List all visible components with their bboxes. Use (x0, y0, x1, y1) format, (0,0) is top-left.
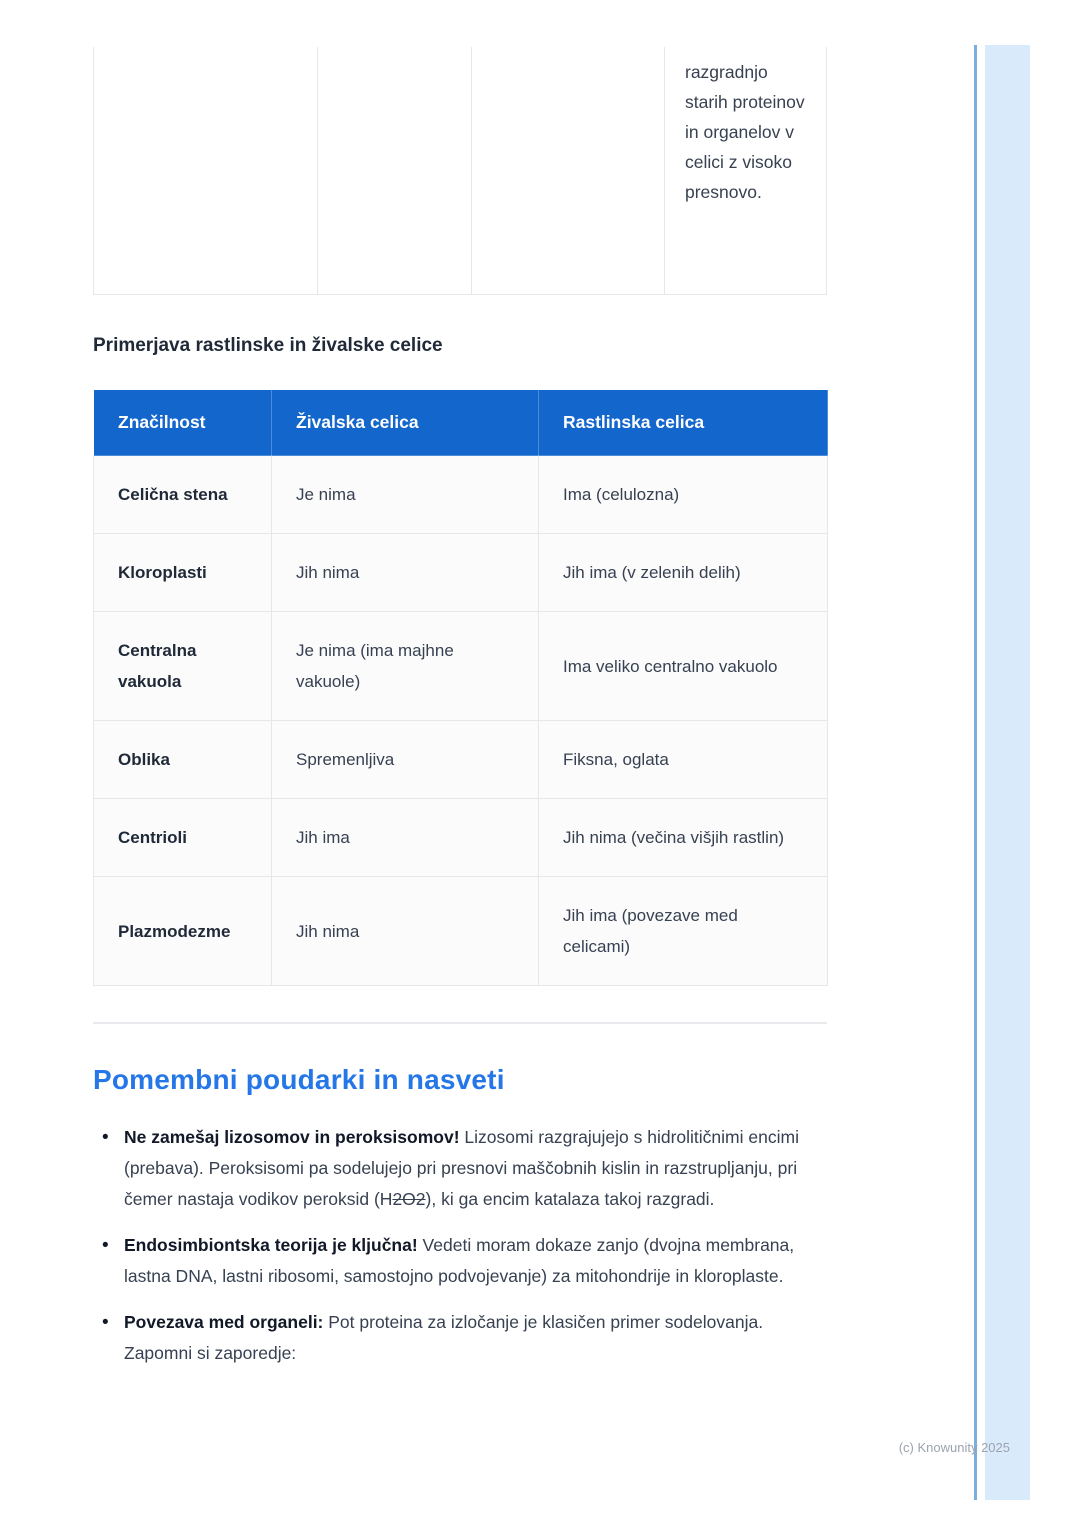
animal-cell: Jih ima (272, 799, 539, 877)
highlights-heading: Pomembni poudarki in nasveti (93, 1064, 505, 1095)
watermark: (c) Knowunity 2025 (898, 1440, 1010, 1455)
bullet-text: ), ki ga encim katalaza takoj razgradi. (425, 1189, 715, 1209)
plant-cell: Ima (celulozna) (539, 456, 828, 534)
bullet-list (93, 1122, 827, 1369)
bullet-text: Lizosomi razgrajujejo s hidrolitičnimi encimi (prebava). Peroksisomi pa sodelujejo pri presnovi maščobnih kislin in razstrupljanju, pri čemer nastaja vodikov peroksid (H (124, 1127, 799, 1209)
plant-cell: Jih nima (večina višjih rastlin) (539, 799, 828, 877)
bold-lead: Povezava med organeli: (124, 1312, 324, 1332)
header-cell-animal: Živalska celica (272, 390, 539, 456)
feature-cell: Plazmodezme (94, 877, 272, 986)
table-row (94, 799, 828, 877)
list-item (93, 1307, 827, 1369)
right-accent-bar (985, 45, 1030, 1500)
feature-cell: Centralna vakuola (94, 612, 272, 721)
list-item (93, 1230, 827, 1292)
table-row (94, 456, 828, 534)
list-item (93, 1122, 827, 1215)
table-cell (318, 47, 472, 294)
page-content (93, 0, 827, 1384)
continued-table (93, 47, 827, 295)
right-accent-line (974, 45, 977, 1500)
feature-cell: Celična stena (94, 456, 272, 534)
struck-formula: 2O2 (392, 1189, 426, 1209)
plant-cell: Ima veliko centralno vakuolo (539, 612, 828, 721)
comparison-table (93, 389, 828, 986)
feature-cell: Kloroplasti (94, 534, 272, 612)
header-cell-feature: Značilnost (94, 390, 272, 456)
table-row (94, 877, 828, 986)
section-divider (93, 1022, 827, 1024)
bullet-text: Vedeti moram dokaze zanjo (dvojna membrana, lastna DNA, lastni ribosomi, samostojno podvojevanje) za mitohondrije in kloroplaste. (124, 1235, 795, 1286)
bold-lead: Ne zamešaj lizosomov in peroksisomov! (124, 1127, 460, 1147)
table-cell (472, 47, 665, 294)
header-cell-plant: Rastlinska celica (539, 390, 828, 456)
animal-cell: Jih nima (272, 534, 539, 612)
feature-cell: Oblika (94, 721, 272, 799)
section-heading: Primerjava rastlinske in živalske celice (93, 335, 443, 356)
animal-cell: Je nima (272, 456, 539, 534)
table-row (94, 721, 828, 799)
table-header-row (94, 390, 828, 456)
animal-cell: Spremenljiva (272, 721, 539, 799)
table-cell: razgradnjo starih proteinov in organelov v celici z visoko presnovo. (665, 47, 827, 294)
plant-cell: Fiksna, oglata (539, 721, 828, 799)
table-row (94, 612, 828, 721)
animal-cell: Je nima (ima majhne vakuole) (272, 612, 539, 721)
feature-cell: Centrioli (94, 799, 272, 877)
plant-cell: Jih ima (v zelenih delih) (539, 534, 828, 612)
bullet-text: Pot proteina za izločanje je klasičen primer sodelovanja. Zapomni si zaporedje: (124, 1312, 764, 1363)
table-cell (93, 47, 318, 294)
plant-cell: Jih ima (povezave med celicami) (539, 877, 828, 986)
bold-lead: Endosimbiontska teorija je ključna! (124, 1235, 418, 1255)
table-row (94, 534, 828, 612)
animal-cell: Jih nima (272, 877, 539, 986)
